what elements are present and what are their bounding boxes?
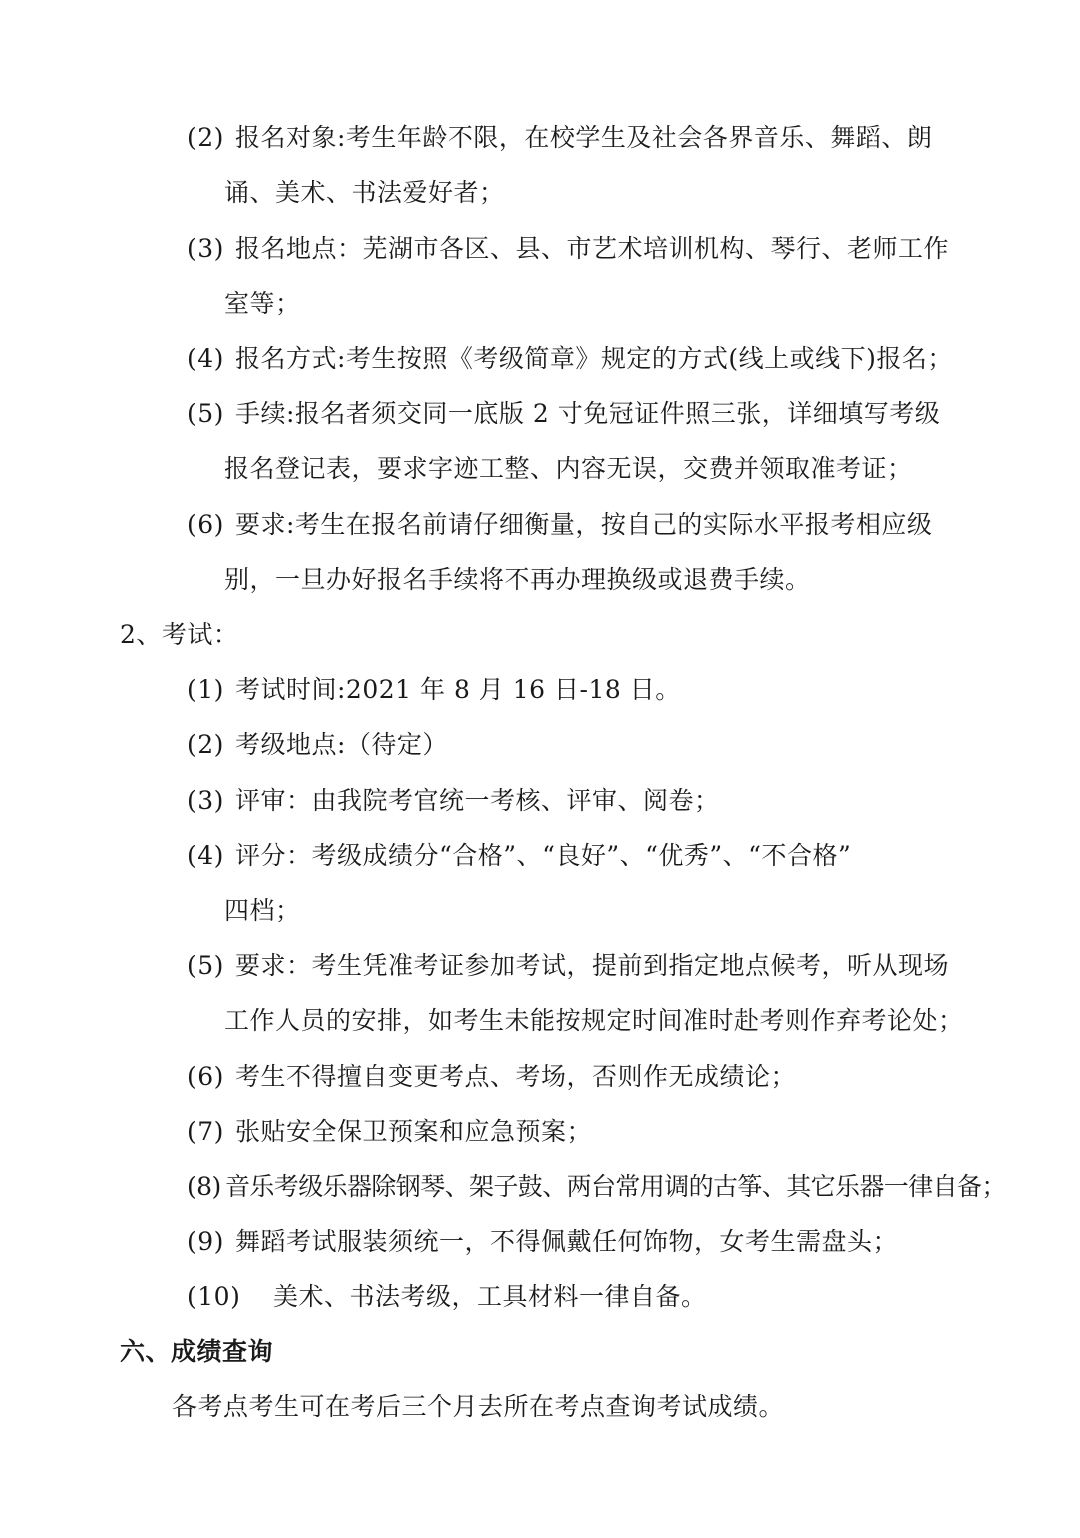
- item-number: (2): [187, 123, 224, 152]
- subsection-title: [120, 618, 238, 652]
- item-number: (4): [187, 841, 224, 870]
- item-text: 报名方式:考生按照《考级简章》规定的方式(线上或线下)报名；: [235, 344, 953, 373]
- item-number: (3): [187, 234, 224, 263]
- item-text: 舞蹈考试服装须统一，不得佩戴任何饰物，女考生需盘头；: [235, 1227, 899, 1256]
- list-item: [187, 1170, 1006, 1204]
- item-number: (8): [187, 1172, 221, 1201]
- item-text: 报名地点：芜湖市各区、县、市艺术培训机构、琴行、老师工作: [235, 234, 950, 263]
- list-item: [187, 508, 932, 542]
- list-item-continuation: [224, 1004, 964, 1038]
- item-text: 考级地点:（待定）: [235, 730, 448, 759]
- item-number: (2): [187, 730, 224, 759]
- list-item: [187, 232, 949, 266]
- item-text: 别，一旦办好报名手续将不再办理换级或退费手续。: [224, 565, 811, 594]
- list-item: [187, 1060, 796, 1094]
- list-item: [187, 949, 949, 983]
- section-body-text: 各考点考生可在考后三个月去所在考点查询考试成绩。: [172, 1392, 785, 1421]
- item-text: 评审：由我院考官统一考核、评审、阅卷；: [235, 786, 720, 815]
- item-number: (5): [187, 399, 224, 428]
- list-item-continuation: [224, 287, 301, 321]
- item-text: 工作人员的安排，如考生未能按规定时间准时赴考则作弃考论处；: [224, 1006, 964, 1035]
- item-number: (6): [187, 510, 224, 539]
- list-item: [187, 839, 851, 873]
- list-item-continuation: [224, 176, 505, 210]
- item-text: 考试时间:2021 年 8 月 16 日-18 日。: [235, 675, 681, 704]
- list-item: [187, 673, 681, 707]
- item-text: 要求：考生凭准考证参加考试，提前到指定地点候考，听从现场: [235, 951, 950, 980]
- list-item: [187, 342, 953, 376]
- item-text: 音乐考级乐器除钢琴、架子鼓、两台常用调的古筝、其它乐器一律自备；: [225, 1172, 1006, 1201]
- item-text: 张贴安全保卫预案和应急预案；: [235, 1117, 593, 1146]
- item-text: 报名对象:考生年龄不限，在校学生及社会各界音乐、舞蹈、朗: [235, 123, 933, 152]
- item-number: (6): [187, 1062, 224, 1091]
- item-text: 四档；: [224, 896, 301, 925]
- item-number: (9): [187, 1227, 224, 1256]
- list-item: [187, 121, 932, 155]
- item-text: 诵、美术、书法爱好者；: [224, 178, 505, 207]
- item-number: (3): [187, 786, 224, 815]
- list-item-continuation: [224, 563, 811, 597]
- item-number: (4): [187, 344, 224, 373]
- item-text: 美术、书法考级，工具材料一律自备。: [273, 1282, 707, 1311]
- item-text: 考生不得擅自变更考点、考场，否则作无成绩论；: [235, 1062, 797, 1091]
- item-text: 手续:报名者须交同一底版 2 寸免冠证件照三张，详细填写考级: [235, 399, 941, 428]
- list-item: [187, 784, 720, 818]
- item-text: 室等；: [224, 289, 301, 318]
- list-item: [187, 1225, 898, 1259]
- item-number: (10): [187, 1282, 241, 1311]
- list-item: [187, 728, 448, 762]
- item-text: 要求:考生在报名前请仔细衡量，按自己的实际水平报考相应级: [235, 510, 933, 539]
- list-item: [187, 397, 940, 431]
- list-item-continuation: [224, 894, 301, 928]
- list-item-continuation: [224, 452, 913, 486]
- item-number: (5): [187, 951, 224, 980]
- item-number: (7): [187, 1117, 224, 1146]
- section-heading: [120, 1335, 273, 1369]
- list-item: [187, 1280, 707, 1314]
- item-text: 评分：考级成绩分“合格”、“良好”、“优秀”、“不合格”: [235, 841, 852, 870]
- item-number: (1): [187, 675, 224, 704]
- list-item: [187, 1115, 592, 1149]
- section-body: [172, 1390, 784, 1424]
- item-text: 报名登记表，要求字迹工整、内容无误，交费并领取准考证；: [224, 454, 913, 483]
- subsection-title-text: 2、考试：: [120, 620, 239, 649]
- section-heading-text: 六、成绩查询: [120, 1337, 274, 1366]
